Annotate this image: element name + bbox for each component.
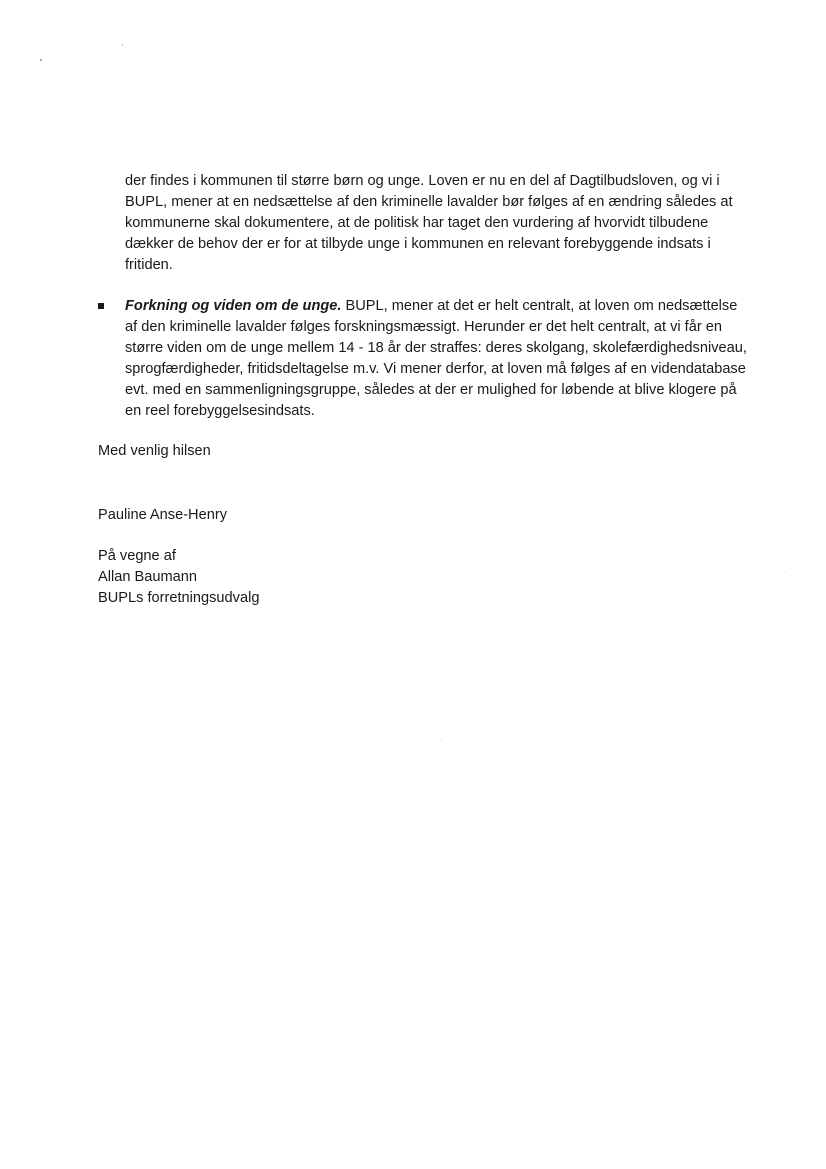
organization-committee: BUPLs forretningsudvalg (98, 590, 260, 606)
scan-speck (40, 59, 42, 61)
on-behalf-label: På vegne af (98, 548, 176, 564)
bullet-body: BUPL, mener at det er helt centralt, at loven om nedsættelse af den kriminelle lavalder følges forskningsmæssigt. Herunder er det helt centralt, at vi får en større viden om de unge mellem 14 - 18 år der straffes: deres skolgang, skolefærdighedsniveau, sprogfærdigheder, fritidsdeltagelse m.v. Vi mener derfor, at loven må følges af en videndatabase evt. med en sammenligningsgruppe, således at der er mulighed for løbende at blive klogere på en reel forebyggelsesindsats. (125, 298, 747, 419)
square-bullet-icon (98, 303, 104, 309)
scan-speck (122, 44, 123, 46)
scan-speck (784, 572, 785, 573)
principal-name: Allan Baumann (98, 569, 197, 585)
bullet-heading: Forkning og viden om de unge. (125, 298, 342, 314)
signer-name: Pauline Anse-Henry (98, 507, 227, 523)
bullet-paragraph (125, 296, 747, 422)
closing-salutation: Med venlig hilsen (98, 443, 211, 459)
scan-speck (441, 740, 442, 741)
on-behalf-block (98, 546, 259, 609)
continued-paragraph: der findes i kommunen til større børn og unge. Loven er nu en del af Dagtilbudsloven, og vi i BUPL, mener at en nedsættelse af den kriminelle lavalder bør følges af en ændring således at kommunerne skal dokumentere, at de politisk har taget den vurdering af hvorvidt tilbudene dækker de behov der er for at tilbyde unge i kommunen en relevant forebyggende indsats i fritiden. (125, 173, 733, 273)
